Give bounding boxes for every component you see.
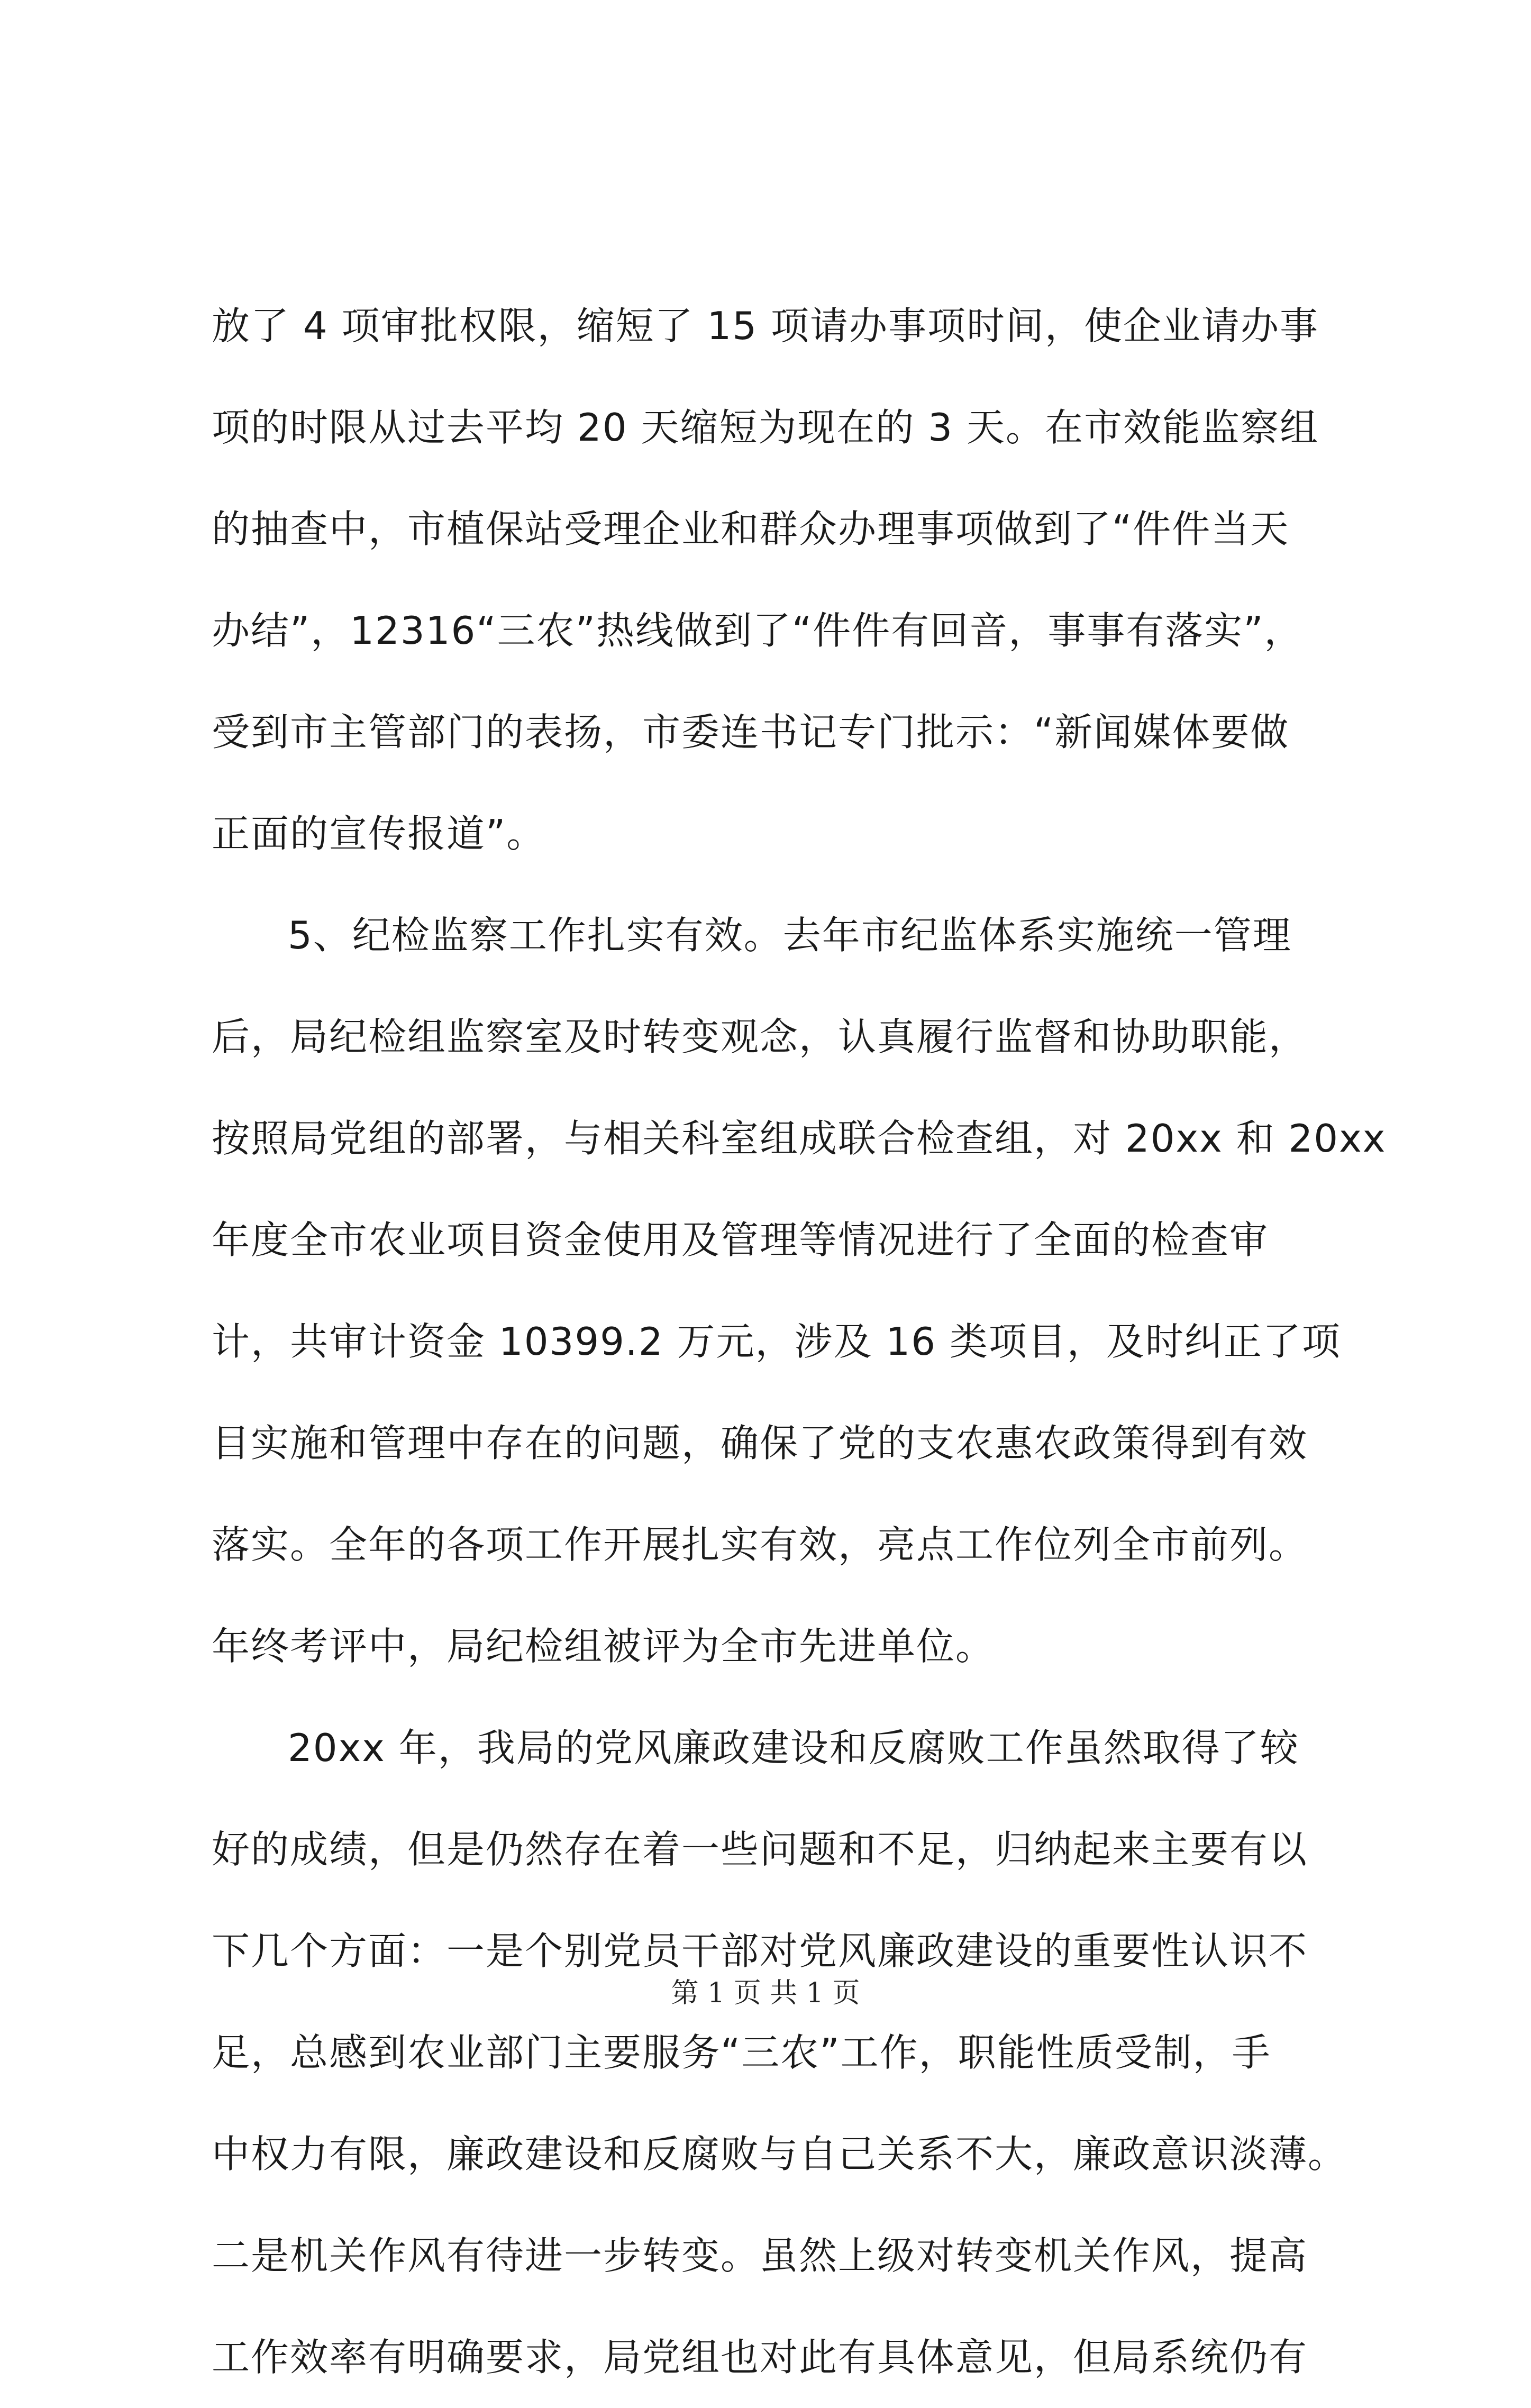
text-line: 20xx 年，我局的党风廉政建设和反腐败工作虽然取得了较 — [288, 1726, 1299, 1770]
page-footer: 第 1 页 共 1 页 — [671, 1977, 860, 2009]
text-line: 办结”，12316“三农”热线做到了“件件有回音，事事有落实”， — [212, 608, 1304, 653]
text-line: 中权力有限，廉政建设和反腐败与自己关系不大，廉政意识淡薄。 — [212, 2132, 1347, 2176]
text-line: 放了 4 项审批权限，缩短了 15 项请办事项时间，使企业请办事 — [212, 304, 1319, 348]
text-line: 5、纪检监察工作扎实有效。去年市纪监体系实施统一管理 — [288, 913, 1292, 957]
document-body — [212, 275, 1387, 2408]
text-line: 项的时限从过去平均 20 天缩短为现在的 3 天。在市效能监察组 — [212, 405, 1319, 450]
text-line: 好的成绩，但是仍然存在着一些问题和不足，归纳起来主要有以 — [212, 1827, 1308, 1872]
text-line: 目实施和管理中存在的问题，确保了党的支农惠农政策得到有效 — [212, 1421, 1308, 1465]
text-line: 年度全市农业项目资金使用及管理等情况进行了全面的检查审 — [212, 1218, 1269, 1262]
text-line: 受到市主管部门的表扬，市委连书记专门批示：“新闻媒体要做 — [212, 710, 1290, 754]
text-line: 的抽查中，市植保站受理企业和群众办理事项做到了“件件当天 — [212, 507, 1290, 551]
text-line: 按照局党组的部署，与相关科室组成联合检查组，对 20xx 和 20xx — [212, 1116, 1387, 1161]
text-line: 工作效率有明确要求，局党组也对此有具体意见，但局系统仍有 — [212, 2335, 1308, 2379]
text-line: 后，局纪检组监察室及时转变观念，认真履行监督和协助职能， — [212, 1015, 1308, 1059]
text-line: 下几个方面：一是个别党员干部对党风廉政建设的重要性认识不 — [212, 1929, 1308, 1973]
text-line: 足，总感到农业部门主要服务“三农”工作，职能性质受制，手 — [212, 2030, 1271, 2075]
text-line: 正面的宣传报道”。 — [212, 811, 546, 856]
text-line: 年终考评中，局纪检组被评为全市先进单位。 — [212, 1624, 995, 1668]
text-line: 计，共审计资金 10399.2 万元，涉及 16 类项目，及时纠正了项 — [212, 1319, 1341, 1364]
text-line: 落实。全年的各项工作开展扎实有效，亮点工作位列全市前列。 — [212, 1522, 1308, 1567]
text-line: 二是机关作风有待进一步转变。虽然上级对转变机关作风，提高 — [212, 2233, 1308, 2278]
